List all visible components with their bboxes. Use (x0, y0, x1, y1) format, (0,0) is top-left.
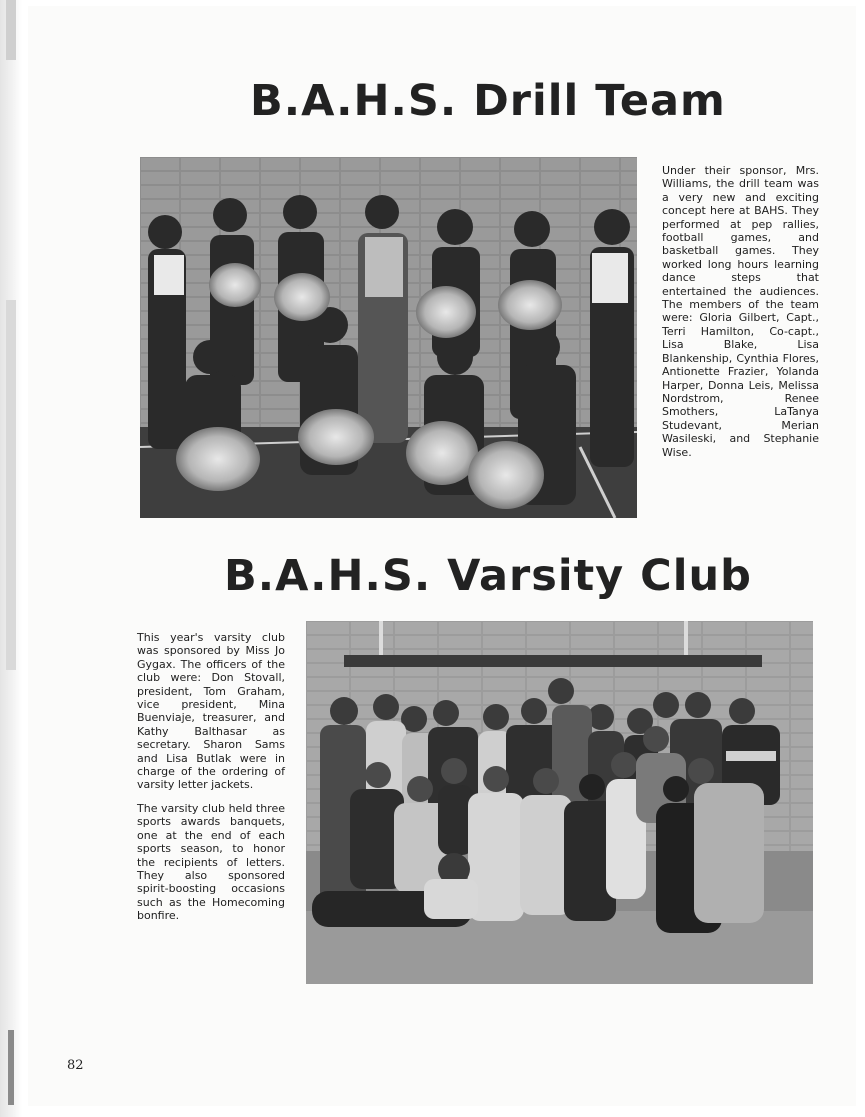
varsity-club-caption-paragraph: The varsity club held three sports awards banquets, one at the end of each sports season, to honor the recipients of letters. They also sponsored spirit-boosting occasions such as the Homecoming bonfire. (137, 801, 285, 923)
varsity-club-photo (306, 621, 813, 984)
varsity-club-title: B.A.H.S. Varsity Club (224, 551, 752, 601)
binding-shadow (8, 1030, 14, 1105)
drill-team-caption-text: Under their sponsor, Mrs. Williams, the drill team was a very new and exciting concept here at BAHS. They performed at pep rallies, football games, and basketball games. They worked long hours learning dance steps that entertained the audiences. The members of the team were: Gloria Gilbert, Capt., Terri Hamilton, Co-capt., Lisa Blake, Lisa Blankenship, Cynthia Flores, Antionette Frazier, Yolanda Harper, Donna Leis, Melissa Nordstrom, Renee Smothers, LaTanya Studevant, Merian Wasileski, and Stephanie Wise. (662, 164, 819, 459)
drill-team-photo (140, 157, 637, 518)
page-number: 82 (67, 1058, 84, 1073)
page-binding-edge (0, 0, 22, 1117)
binding-shadow (6, 300, 16, 670)
varsity-club-caption (137, 631, 285, 933)
drill-team-title: B.A.H.S. Drill Team (250, 76, 726, 126)
drill-team-caption (662, 164, 819, 469)
binding-shadow (6, 0, 16, 60)
varsity-club-caption-paragraph: This year's varsity club was sponsored by Miss Jo Gygax. The officers of the club were: Don Stovall, president, Tom Graham, vice president, Mina Buenviaje, treasurer, and Kathy Balthasar as secretary. Sharon Sams and Lisa Butlak were in charge of the ordering of varsity letter jackets. (137, 631, 285, 792)
